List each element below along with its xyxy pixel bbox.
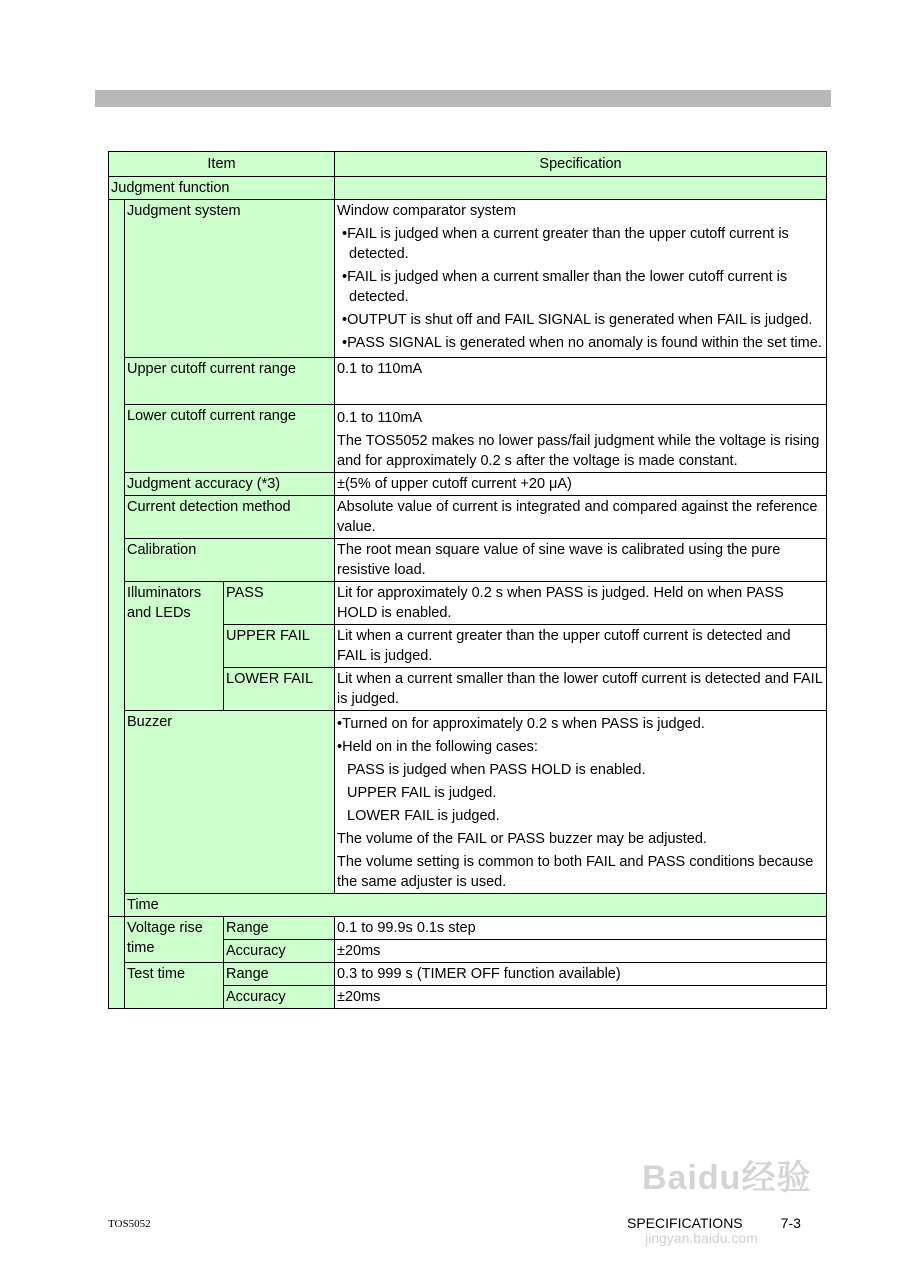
test-time-accuracy-value: ±20ms bbox=[335, 986, 827, 1009]
judgment-system-spec bbox=[335, 200, 827, 358]
spec-table bbox=[108, 151, 827, 1009]
test-time-label: Test time bbox=[125, 963, 224, 1009]
list-item: •PASS SIGNAL is generated when no anomaly is found within the set time. bbox=[342, 335, 822, 351]
header-row bbox=[109, 152, 827, 177]
lower-cutoff-note: The TOS5052 makes no lower pass/fail judgment while the voltage is rising and for approximately 0.2 s after the voltage is made constant. bbox=[337, 433, 820, 469]
list-item: UPPER FAIL is judged. bbox=[347, 785, 497, 801]
table-row bbox=[109, 200, 827, 358]
list-item: •FAIL is judged when a current smaller than the lower cutoff current is detected. bbox=[342, 269, 788, 305]
lower-cutoff-label: Lower cutoff current range bbox=[125, 405, 335, 473]
lower-fail-label: LOWER FAIL bbox=[224, 668, 335, 711]
footer-model: TOS5052 bbox=[108, 1218, 151, 1230]
test-time-accuracy-label: Accuracy bbox=[224, 986, 335, 1009]
judgment-system-label: Judgment system bbox=[125, 200, 335, 358]
calibration-value: The root mean square value of sine wave is calibrated using the pure resistive load. bbox=[335, 539, 827, 582]
lower-fail-value: Lit when a current smaller than the lower cutoff current is detected and FAIL is judged. bbox=[335, 668, 827, 711]
upper-fail-label: UPPER FAIL bbox=[224, 625, 335, 668]
judgment-function-title: Judgment function bbox=[109, 177, 335, 200]
table-row bbox=[109, 963, 827, 986]
list-item: •OUTPUT is shut off and FAIL SIGNAL is generated when FAIL is judged. bbox=[342, 312, 813, 328]
specification-header: Specification bbox=[335, 152, 827, 177]
test-time-range-label: Range bbox=[224, 963, 335, 986]
header-bar bbox=[95, 90, 831, 107]
lower-cutoff-value: 0.1 to 110mA bbox=[337, 410, 423, 426]
upper-cutoff-value: 0.1 to 110mA bbox=[335, 358, 827, 405]
table-row bbox=[109, 473, 827, 496]
voltage-rise-accuracy-value: ±20ms bbox=[335, 940, 827, 963]
time-title: Time bbox=[125, 894, 827, 917]
detection-method-label: Current detection method bbox=[125, 496, 335, 539]
table-row bbox=[109, 358, 827, 405]
upper-fail-value: Lit when a current greater than the upper cutoff current is detected and FAIL is judged. bbox=[335, 625, 827, 668]
footer-section bbox=[627, 1215, 801, 1231]
test-time-range-value: 0.3 to 999 s (TIMER OFF function available) bbox=[335, 963, 827, 986]
list-item: •FAIL is judged when a current greater than the upper cutoff current is detected. bbox=[342, 226, 789, 262]
detection-method-value: Absolute value of current is integrated and compared against the reference value. bbox=[335, 496, 827, 539]
list-item: LOWER FAIL is judged. bbox=[347, 808, 500, 824]
table-row bbox=[109, 496, 827, 539]
watermark-logo: Baidu经验 bbox=[642, 1159, 812, 1197]
footer-section-title: SPECIFICATIONS bbox=[627, 1215, 743, 1231]
table-row bbox=[109, 711, 827, 894]
voltage-rise-range-value: 0.1 to 99.9s 0.1s step bbox=[335, 917, 827, 940]
buzzer-volume-note: The volume of the FAIL or PASS buzzer may be adjusted. bbox=[337, 831, 707, 847]
list-item: •Turned on for approximately 0.2 s when PASS is judged. bbox=[337, 716, 705, 732]
table-row bbox=[109, 917, 827, 940]
buzzer-setting-note: The volume setting is common to both FAIL and PASS conditions because the same adjuster is used. bbox=[337, 854, 814, 890]
voltage-rise-range-label: Range bbox=[224, 917, 335, 940]
list-item: PASS is judged when PASS HOLD is enabled. bbox=[347, 762, 646, 778]
pass-label: PASS bbox=[224, 582, 335, 625]
calibration-label: Calibration bbox=[125, 539, 335, 582]
page-number: 7-3 bbox=[780, 1215, 801, 1231]
item-header: Item bbox=[109, 152, 335, 177]
voltage-rise-accuracy-label: Accuracy bbox=[224, 940, 335, 963]
buzzer-label: Buzzer bbox=[125, 711, 335, 894]
illuminators-label: Illuminators and LEDs bbox=[125, 582, 224, 711]
table-row bbox=[109, 539, 827, 582]
table-row bbox=[109, 405, 827, 473]
section-row bbox=[109, 177, 827, 200]
judgment-system-intro: Window comparator system bbox=[337, 203, 516, 219]
judgment-accuracy-label: Judgment accuracy (*3) bbox=[125, 473, 335, 496]
upper-cutoff-label: Upper cutoff current range bbox=[125, 358, 335, 405]
buzzer-spec bbox=[335, 711, 827, 894]
watermark-url: jingyan.baidu.com bbox=[645, 1230, 758, 1246]
voltage-rise-label: Voltage rise time bbox=[125, 917, 224, 963]
list-item: •Held on in the following cases: bbox=[337, 739, 538, 755]
section-row bbox=[109, 894, 827, 917]
pass-value: Lit for approximately 0.2 s when PASS is judged. Held on when PASS HOLD is enabled. bbox=[335, 582, 827, 625]
table-row bbox=[109, 582, 827, 625]
judgment-accuracy-value: ±(5% of upper cutoff current +20 μA) bbox=[335, 473, 827, 496]
